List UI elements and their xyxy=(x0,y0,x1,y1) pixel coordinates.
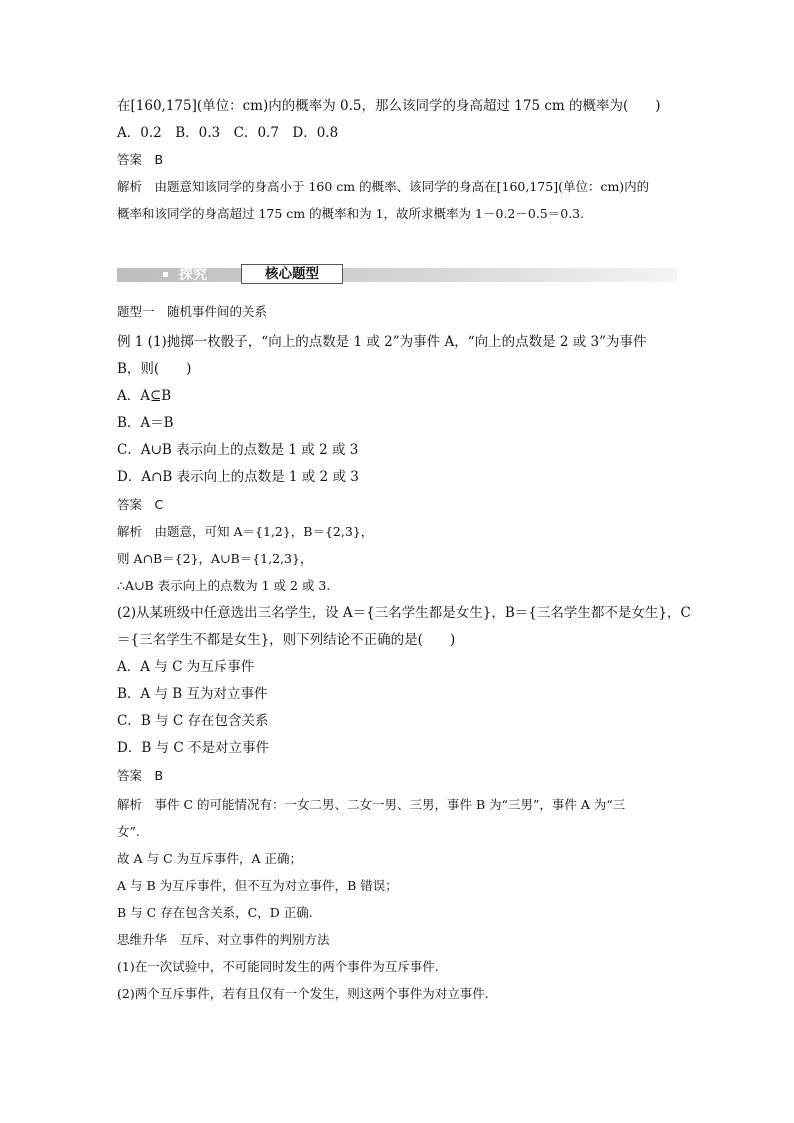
option-d: D．B 与 C 不是对立事件 xyxy=(117,740,269,756)
analysis-line: 概率和该同学的身高超过 175 cm 的概率和为 1，故所求概率为 1－0.2－0.5＝0.3. xyxy=(117,206,585,221)
analysis-line: 女”. xyxy=(117,824,140,839)
answer-line: 答案 C xyxy=(117,497,164,512)
option-b: B．A＝B xyxy=(117,415,174,431)
summary-heading: 思维升华 互斥、对立事件的判别方法 xyxy=(117,932,330,947)
question-line: B，则( ) xyxy=(117,361,192,377)
section-heading: 题型一 随机事件间的关系 xyxy=(117,304,268,319)
banner-tab: 探究 xyxy=(179,267,207,283)
analysis-line: 解析 由题意知该同学的身高小于 160 cm 的概率、该同学的身高在[160,175](单位：cm)内的 xyxy=(117,179,650,194)
answer-line: 答案 B xyxy=(117,768,164,783)
options-line: A．0.2 B．0.3 C．0.7 D．0.8 xyxy=(117,125,339,141)
question-line: ＝{三名学生不都是女生}，则下列结论不正确的是( ) xyxy=(117,632,456,648)
text-line: 在[160,175](单位：cm)内的概率为 0.5，那么该同学的身高超过 175 cm 的概率为( ) xyxy=(117,98,661,114)
square-bullet-icon xyxy=(163,272,168,277)
analysis-line: 故 A 与 C 为互斥事件，A 正确； xyxy=(117,851,302,866)
summary-line: (2)两个互斥事件，若有且仅有一个发生，则这两个事件为对立事件. xyxy=(117,986,489,1001)
analysis-line: A 与 B 为互斥事件，但不互为对立事件，B 错误； xyxy=(117,878,398,893)
analysis-line: 则 A∩B＝{2}，A∪B＝{1,2,3}， xyxy=(117,551,313,566)
option-d: D．A∩B 表示向上的点数是 1 或 2 或 3 xyxy=(117,469,359,485)
answer-line: 答案 B xyxy=(117,152,164,167)
question-line: (2)从某班级中任意选出三名学生，设 A＝{三名学生都是女生}，B＝{三名学生都不是女生}，C xyxy=(117,605,691,621)
analysis-line: 解析 由题意，可知 A＝{1,2}，B＝{2,3}， xyxy=(117,524,374,539)
analysis-line: ∴A∪B 表示向上的点数为 1 或 2 或 3. xyxy=(117,578,331,593)
banner-title: 核心题型 xyxy=(241,264,343,284)
analysis-line: B 与 C 存在包含关系，C，D 正确. xyxy=(117,905,313,920)
option-a: A．A 与 C 为互斥事件 xyxy=(117,659,255,675)
option-a: A．A⊆B xyxy=(117,388,172,404)
summary-line: (1)在一次试验中，不可能同时发生的两个事件为互斥事件. xyxy=(117,959,439,974)
analysis-line: 解析 事件 C 的可能情况有：一女二男、二女一男、三男，事件 B 为“三男”，事件 A 为“三 xyxy=(117,797,626,812)
question-line: 例 1 (1)抛掷一枚骰子，“向上的点数是 1 或 2”为事件 A，“向上的点数是 2 或 3”为事件 xyxy=(117,334,647,350)
option-c: C．A∪B 表示向上的点数是 1 或 2 或 3 xyxy=(117,442,359,458)
option-b: B．A 与 B 互为对立事件 xyxy=(117,686,268,702)
option-c: C．B 与 C 存在包含关系 xyxy=(117,713,269,729)
section-banner xyxy=(117,264,677,286)
